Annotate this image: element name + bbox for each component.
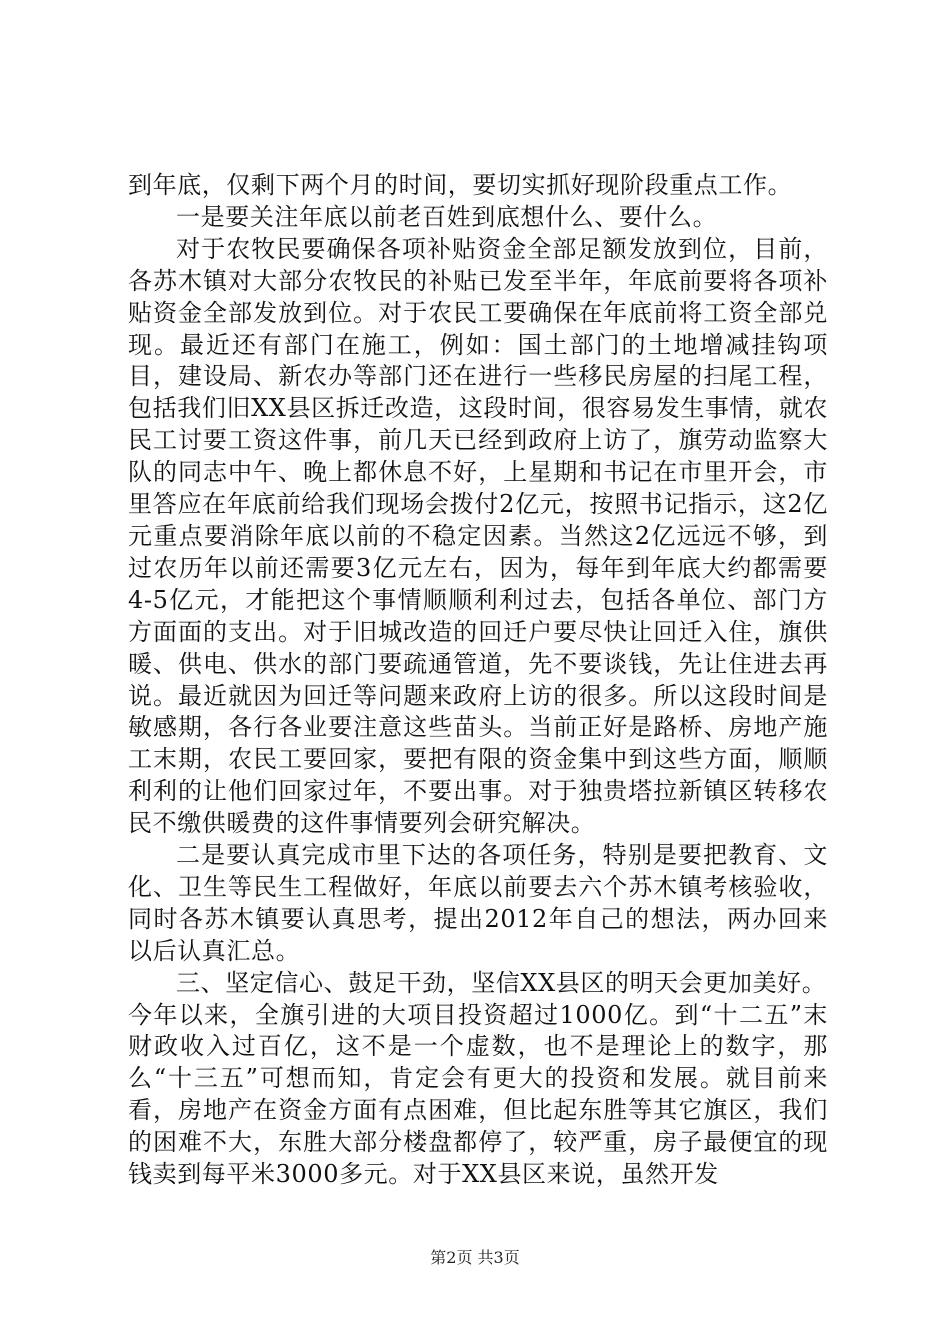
paragraph-2: 一是要关注年底以前老百姓到底想什么、要什么。 [176,202,718,231]
paragraph-4: 二是要认真完成市里下达的各项任务，特别是要把教育、文化、卫生等民生工程做好，年底以前要去六个苏木镇考核验收，同时各苏木镇要认真思考，提出2012年自己的想法，两办回来以后认真汇总。 [128,841,828,965]
paragraph-3: 对于农牧民要确保各项补贴资金全部足额发放到位，目前，各苏木镇对大部分农牧民的补贴已发至半年，年底前要将各项补贴资金全部发放到位。对于农民工要确保在年底前将工资全部兑现。最近还有部门在施工，例如：国土部门的土地增减挂钩项目，建设局、新农办等部门还在进行一些移民房屋的扫尾工程，包括我们旧XX县区拆迁改造，这段时间，很容易发生事情，就农民工讨要工资这件事，前几天已经到政府上访了，旗劳动监察大队的同志中午、晚上都休息不好，上星期和书记在市里开会，市里答应在年底前给我们现场会拨付2亿元，按照书记指示，这2亿元重点要消除年底以前的不稳定因素。当然这2亿远远不够，到过农历年以前还需要3亿元左右，因为，每年到年底大约都需要4-5亿元，才能把这个事情顺顺利利过去，包括各单位、部门方方面面的支出。对于旧城改造的回迁户要尽快让回迁入住，旗供暖、供电、供水的部门要疏通管道，先不要谈钱，先让住进去再说。最近就因为回迁等问题来政府上访的很多。所以这段时间是敏感期，各行各业要注意这些苗头。当前正好是路桥、房地产施工末期，农民工要回家，要把有限的资金集中到这些方面，顺顺利利的让他们回家过年，不要出事。对于独贵塔拉新镇区转移农民不缴供暖费的这件事情要列会研究解决。 [128,234,828,838]
paragraph-6: 今年以来，全旗引进的大项目投资超过1000亿。到“十二五”末财政收入过百亿，这不是一个虚数，也不是理论上的数字，那么“十三五”可想而知，肯定会有更大的投资和发展。就目前来看，房地产在资金方面有点困难，但比起东胜等其它旗区，我们的困难不大，东胜大部分楼盘都停了，较严重，房子最便宜的现钱卖到每平米3000多元。对于XX县区来说，虽然开发 [128,1000,828,1189]
paragraph-5: 三、坚定信心、鼓足干劲，坚信XX县区的明天会更加美好。 [176,968,827,997]
paragraph-1: 到年底，仅剩下两个月的时间，要切实抓好现阶段重点工作。 [128,171,793,199]
document-body [128,170,828,1191]
page-number-footer: 第2页 共3页 [430,1248,520,1267]
